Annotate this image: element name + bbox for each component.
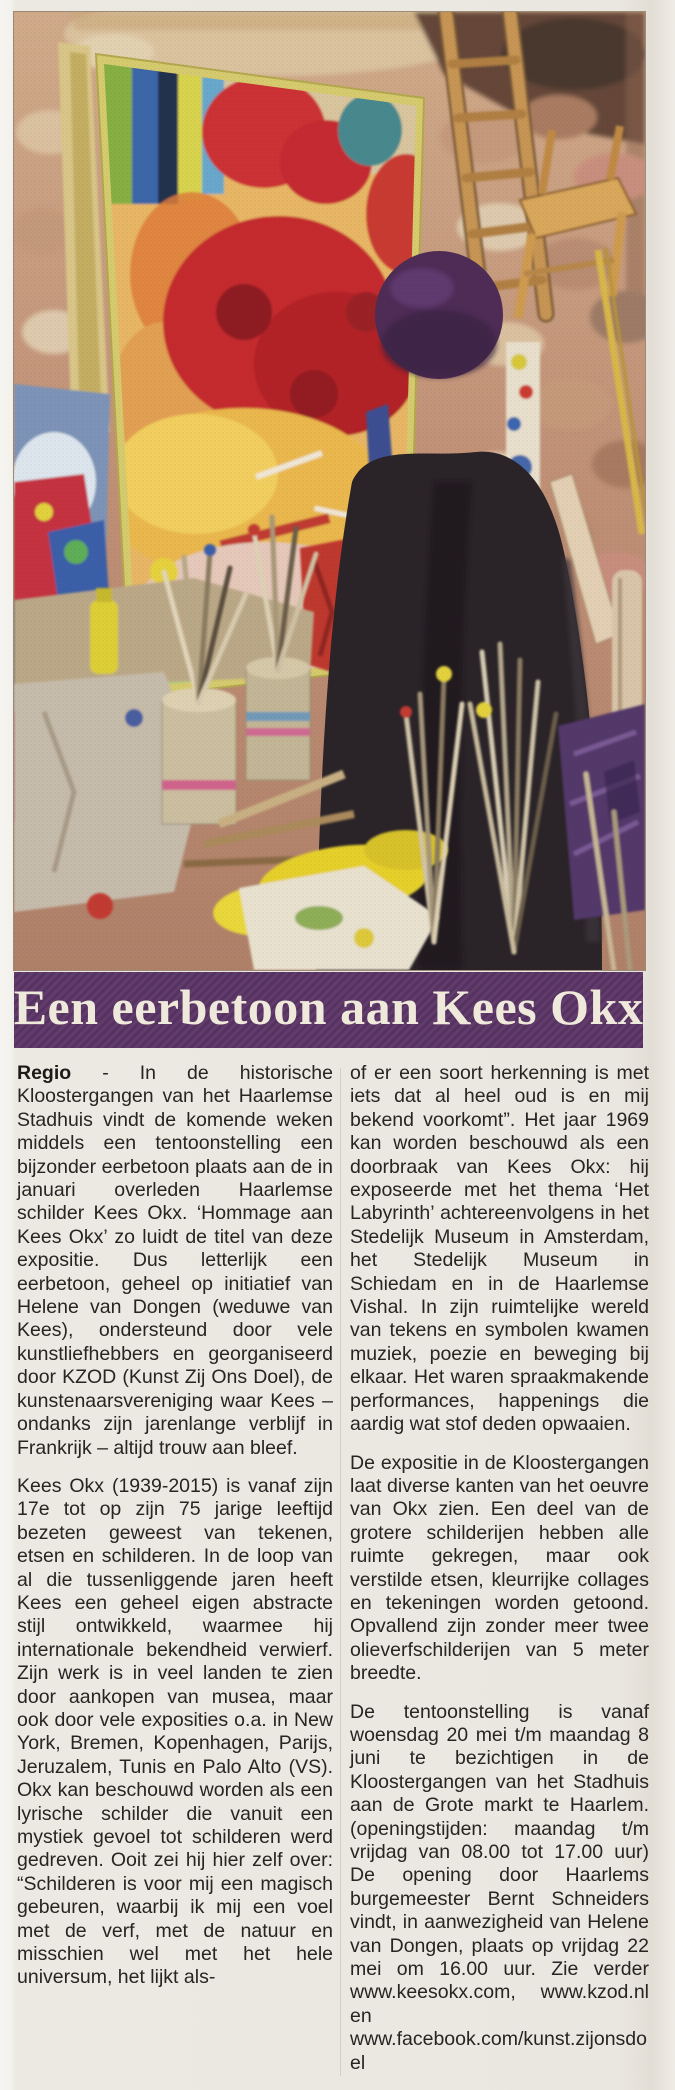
studio-photo-illustration: [14, 12, 645, 970]
article-paragraph: Kees Okx (1939-2015) is vanaf zijn 17e tot op zijn 75 jarige leeftijd bezeten geweest van tekenen, etsen en schilderen. In de loop van al die tussenliggende jaren heeft Kees een geheel eigen abstracte stijl ontwikkeld, waarmee hij internationale bekendheid verwierf. Zijn werk is in veel landen te zien door aankopen van musea, maar ook door vele exposities o.a. in New York, Bremen, Kopenhagen, Parijs, Jeruzalem, Tunis en Palo Alto (VS). Okx kan beschouwd worden als een lyrische schilder die vanuit een mystiek gevoel tot schilderen werd gedreven. Ooit zei hij hier zelf over: “Schilderen is voor mij een magisch gebeuren, waarbij ik mij een voel met de verf, met de natuur en misschien wel met het hele universum, het lijkt als-: [17, 1474, 333, 1989]
article-paragraph: De tentoonstelling is vanaf woensdag 20 mei t/m maandag 8 juni te bezichtigen in de Kloostergangen van het Stadhuis aan de Grote markt te Haarlem.(openingstijden: maandag t/m vrijdag van 08.00 tot 17.00 uur) De opening door Haarlems burgemeester Bernt Schneiders vindt, in aanwezigheid van Helene van Dongen, plaats op vrijdag 22 mei om 16.00 uur. Zie verder www.keesokx.com, www.kzod.nl en www.facebook.com/kunst.zijonsdoel: [350, 1700, 649, 2074]
article-paragraph: [17, 1062, 333, 1460]
article-paragraph: De expositie in de Kloostergangen laat diverse kanten van het oeuvre van Okx zien. Een deel van de grotere schilderijen hebben alle ruimte gekregen, maar ook verstilde etsen, kleurrijke collages en tekeningen worden getoond. Opvallend zijn zonder meer twee olieverfschilderijen van 5 meter breedte.: [350, 1451, 649, 1685]
article-column-right: [350, 1062, 649, 2090]
article-column-left: [17, 1062, 333, 2005]
headline-banner: [14, 972, 643, 1048]
article-paragraph: of er een soort herkenning is met iets dat al heel oud is en mij bekend voorkomt”. Het jaar 1969 kan worden beschouwd als een doorbraak van Kees Okx: hij exposeerde met het thema ‘Het Labyrinth’ achtereenvolgens in het Stedelijk Museum in Amsterdam, het Stedelijk Museum in Schiedam en in de Haarlemse Vishal. In zijn ruimtelijke wereld van tekens en symbolen kwamen muziek, poezie en beweging bij elkaar. Het waren spraakmakende performances, happenings die aardig wat stof deden opwaaien.: [350, 1062, 649, 1436]
column-rule: [340, 1068, 341, 2076]
paragraph-text: - In de historische Kloostergangen van het Haarlemse Stadhuis vindt de komende weken middels een tentoonstelling een bijzonder eerbetoon plaats aan de in januari overleden Haarlemse schilder Kees Okx. ‘Hommage aan Kees Okx’ zo luidt de titel van deze expositie. Dus letterlijk een eerbetoon, geheel op initiatief van Helene van Dongen (weduwe van Kees), ondersteund door vele kunstliefhebbers en georganiseerd door KZOD (Kunst Zij Ons Doel), de kunstenaarsvereniging waar Kees – ondanks zijn jarenlange verblijf in Frankrijk – altijd trouw aan bleef.: [17, 1062, 333, 1459]
article-photo: [14, 12, 645, 970]
headline: Een eerbetoon aan Kees Okx: [13, 979, 644, 1035]
lead-in: Regio: [17, 1062, 72, 1084]
